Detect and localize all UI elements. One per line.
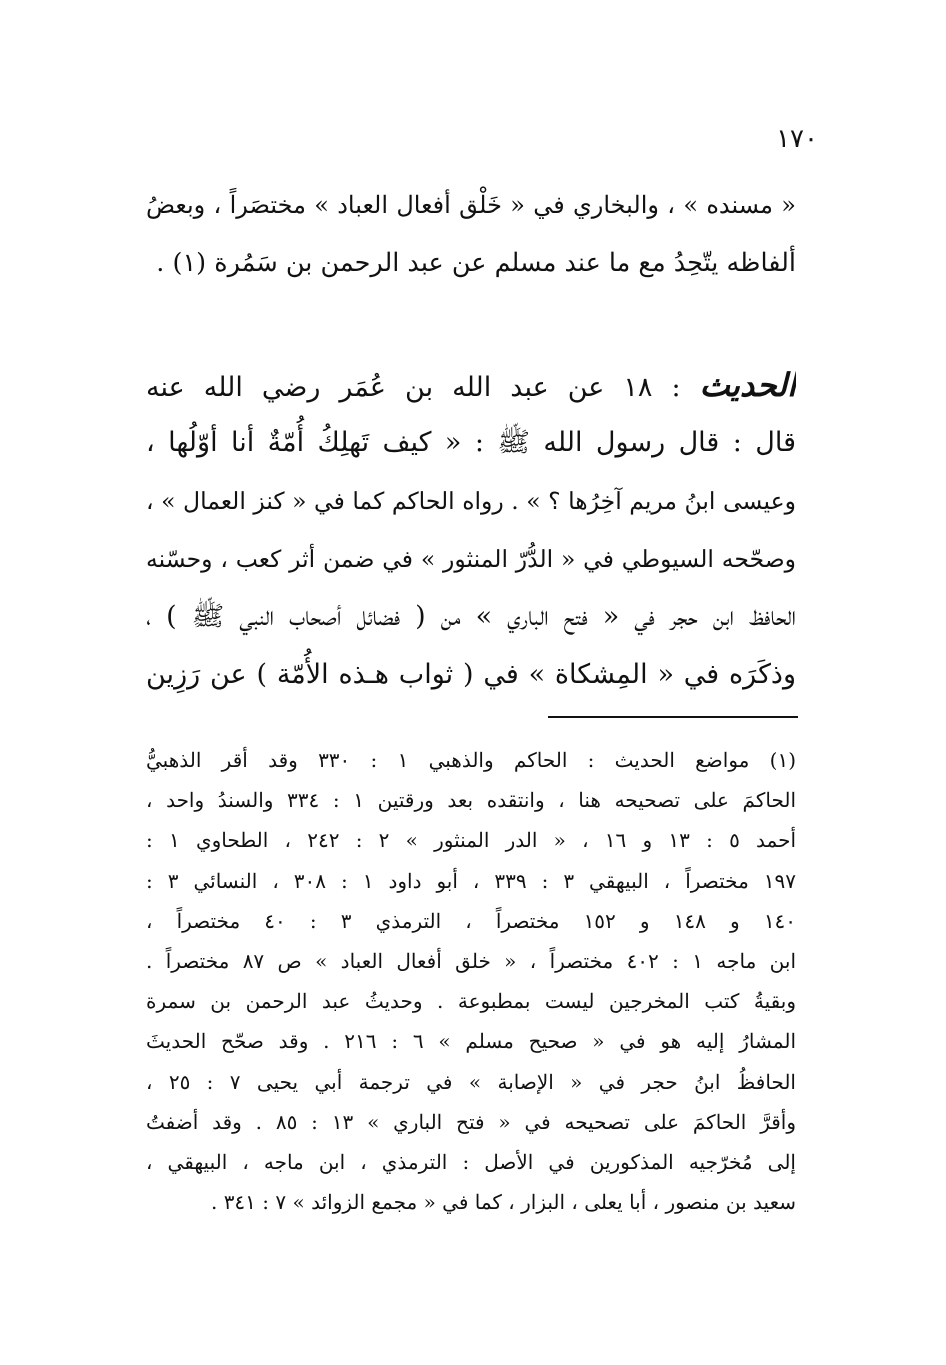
footnote-line: الحافظُ ابنُ حجر في « الإصابة » في ترجمة أبي يحيى ٧ : ٢٥ ، [146,1069,796,1094]
footnote-divider [548,716,798,718]
main-text [146,176,796,704]
footnote-line: ١٩٧ مختصراً ، البيهقي ٣ : ٣٣٩ ، أبو داود ١ : ٣٠٨ ، النسائي ٣ : [146,868,796,893]
page-number: ١٧٠ [776,124,818,154]
hadith-label: الحديث [699,366,796,404]
footnote-line: وبقيةُ كتب المخرجين ليست بمطبوعة . وحديثُ عبد الرحمن بن سمرة [146,989,796,1014]
footnote-line: ١٤٠ و ١٤٨ و ١٥٢ مختصراً ، الترمذي ٣ : ٤٠ مختصراً ، [146,908,796,933]
hadith-heading-text: : ١٨ عن عبد الله بن عُمَر رضي الله عنه [146,372,700,403]
footnote-line: وأقرَّ الحاكمَ على تصحيحه في « فتح الباري » ١٣ : ٨٥ . وقد أضفتُ [146,1109,796,1134]
footnotes [146,740,796,1222]
hadith-text-line: وذكَرَه في « المِشكاة » في ( ثواب هـذه الأُمّة ) عن رَزِين [146,659,796,690]
footnote-line: المشارُ إليه هو في « صحيح مسلم » ٦ : ٢١٦ . وقد صحّح الحديثَ [146,1029,796,1054]
hadith-text-line: الحافظ ابن حجر في « فتح الباري » من ( فضائل أصحاب النبي ﷺ ) ، [146,601,796,632]
footnote-line: إلى مُخرّجيه المذكورين في الأصل : الترمذي ، ابن ماجه ، البيهقي ، [146,1149,796,1174]
main-text-line: ألفاظه يتّحِدُ مع ما عند مسلم عن عبد الرحمن بن سَمُرة (١) . [156,248,796,278]
main-text-line: « مسنده » ، والبخاري في « خَلْق أفعال العباد » مختصَراً ، وبعضُ [146,191,796,219]
footnote-line: ابن ماجه ١ : ٤٠٢ مختصراً ، « خلق أفعال العباد » ص ٨٧ مختصراً . [146,948,796,973]
hadith-text-line: قال : قال رسول الله ﷺ : « كيف تَهلِكُ أُمّةٌ أنا أوّلُها ، [146,427,796,458]
footnote-line: (١) مواضع الحديث : الحاكم والذهبي ١ : ٣٣٠ وقد أقر الذهبيُّ [146,748,796,772]
hadith-text-line: وصحّحه السيوطي في « الدُّرّ المنثور » في ضمن أثر كعب ، وحسّنه [146,545,796,573]
footnote-line: الحاكمَ على تصحيحه هنا ، وانتقده بعد ورقتين ١ : ٣٣٤ والسندُ واحد ، [146,788,796,813]
footnote-line: أحمد ٥ : ١٣ و ١٦ ، « الدر المنثور » ٢ : ٢٤٢ ، الطحاوي ١ : [146,828,796,853]
hadith-text-line: وعيسى ابنُ مريم آخِرُها ؟ » . رواه الحاكم كما في « كنز العمال » ، [146,487,796,515]
hadith-heading-line [146,356,796,414]
footnote-line: سعيد بن منصور ، أبا يعلى ، البزار ، كما في « مجمع الزوائد » ٧ : ٣٤١ . [210,1190,796,1215]
paragraph-gap [146,292,796,356]
